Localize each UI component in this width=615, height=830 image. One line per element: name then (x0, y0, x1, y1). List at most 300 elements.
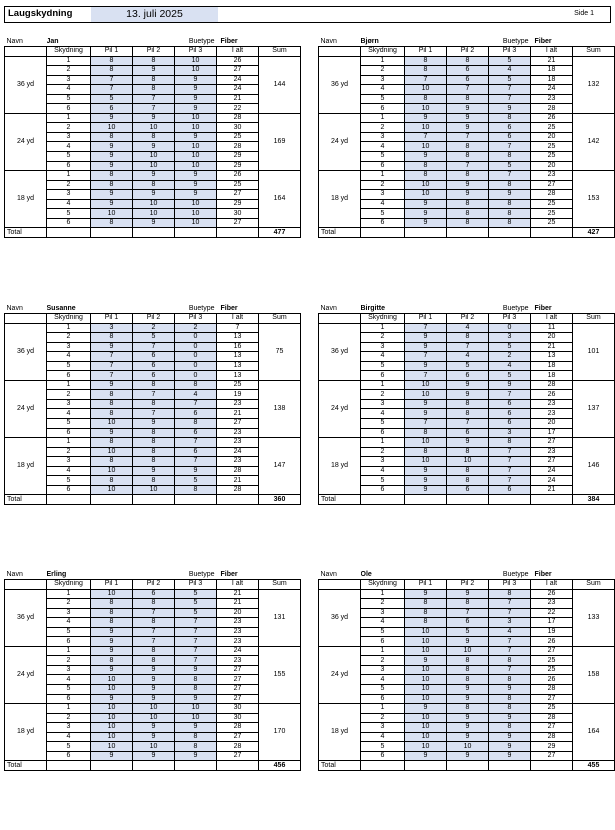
end-number: 5 (361, 476, 405, 486)
arrow-3-score: 5 (175, 476, 217, 486)
end-row (319, 209, 615, 219)
column-header-row (319, 314, 615, 324)
end-row (319, 675, 615, 685)
arrow-1-score: 9 (91, 637, 133, 647)
arrow-1-score: 8 (405, 428, 447, 438)
end-row (319, 104, 615, 114)
end-number: 3 (47, 75, 91, 85)
end-total: 27 (217, 751, 259, 761)
name-label: Navn (6, 570, 23, 578)
end-row (5, 694, 301, 704)
arrow-3-score: 10 (175, 713, 217, 723)
end-number: 6 (47, 751, 91, 761)
end-total: 18 (531, 371, 573, 381)
arrow-1-score: 10 (91, 447, 133, 457)
arrow-2-score: 8 (447, 209, 489, 219)
arrow-2-score: 10 (133, 123, 175, 133)
end-number: 2 (361, 66, 405, 76)
arrow-3-score: 7 (489, 466, 531, 476)
arrow-2-score: 8 (447, 466, 489, 476)
distance-label: 36 yd (319, 323, 361, 380)
end-number: 3 (361, 342, 405, 352)
end-total: 29 (217, 152, 259, 162)
distance-label: 36 yd (5, 56, 47, 113)
end-total: 21 (217, 476, 259, 486)
end-number: 3 (361, 190, 405, 200)
end-number: 1 (47, 704, 91, 714)
distance-sum: 131 (259, 589, 301, 646)
arrow-3-score: 0 (175, 352, 217, 362)
end-total: 26 (531, 390, 573, 400)
end-number: 6 (361, 161, 405, 171)
arrow-2-score: 8 (133, 399, 175, 409)
arrow-3-score: 9 (175, 85, 217, 95)
end-total: 23 (531, 171, 573, 181)
end-total: 23 (217, 457, 259, 467)
distance-label: 18 yd (5, 438, 47, 495)
end-total: 30 (217, 704, 259, 714)
end-row (319, 218, 615, 228)
end-row (5, 438, 301, 448)
arrow-3-score: 9 (175, 104, 217, 114)
arrow-3-score: 7 (489, 85, 531, 95)
end-number: 1 (361, 380, 405, 390)
end-row (5, 485, 301, 495)
end-row (5, 390, 301, 400)
scorecard-5 (318, 570, 615, 771)
arrow-3-score: 9 (175, 180, 217, 190)
end-row (319, 476, 615, 486)
arrow-1-score: 9 (91, 627, 133, 637)
archer-name: Jan (46, 37, 59, 45)
arrow-3-score: 9 (489, 742, 531, 752)
col-header-skydning: Skydning (361, 580, 405, 590)
bow-type-value: Fiber (534, 37, 552, 45)
end-row (319, 627, 615, 637)
col-header-skydning: Skydning (47, 314, 91, 324)
end-total: 20 (531, 161, 573, 171)
arrow-2-score: 10 (133, 704, 175, 714)
arrow-3-score: 3 (489, 618, 531, 628)
arrow-3-score: 4 (489, 361, 531, 371)
arrow-1-score: 9 (405, 409, 447, 419)
arrow-3-score: 9 (175, 171, 217, 181)
end-row (319, 399, 615, 409)
distance-label: 24 yd (319, 646, 361, 703)
end-row (319, 142, 615, 152)
arrow-2-score: 8 (447, 656, 489, 666)
end-row (5, 142, 301, 152)
end-total: 13 (217, 361, 259, 371)
end-row (319, 342, 615, 352)
end-row (5, 66, 301, 76)
end-number: 5 (47, 476, 91, 486)
end-number: 3 (47, 132, 91, 142)
end-row (5, 399, 301, 409)
end-row (319, 161, 615, 171)
arrow-3-score: 9 (175, 694, 217, 704)
end-number: 6 (361, 428, 405, 438)
grand-total: 456 (259, 761, 301, 771)
archer-name: Ole (360, 570, 372, 578)
end-total: 24 (531, 85, 573, 95)
arrow-3-score: 10 (175, 218, 217, 228)
arrow-1-score: 8 (91, 333, 133, 343)
distance-label: 24 yd (5, 380, 47, 437)
end-row (319, 132, 615, 142)
end-total: 26 (217, 171, 259, 181)
arrow-1-score: 8 (405, 599, 447, 609)
col-header-pil2: Pil 2 (447, 314, 489, 324)
end-number: 6 (361, 104, 405, 114)
arrow-1-score: 9 (405, 466, 447, 476)
total-label: Total (5, 495, 47, 505)
end-row (319, 438, 615, 448)
arrow-2-score: 7 (133, 409, 175, 419)
distance-label: 24 yd (319, 113, 361, 170)
arrow-2-score: 9 (133, 466, 175, 476)
end-number: 2 (47, 123, 91, 133)
arrow-1-score: 9 (91, 646, 133, 656)
end-total: 23 (217, 399, 259, 409)
end-total: 19 (531, 627, 573, 637)
end-total: 24 (217, 447, 259, 457)
name-label: Navn (320, 570, 337, 578)
arrow-1-score: 10 (405, 180, 447, 190)
distance-sum: 158 (573, 646, 615, 703)
arrow-1-score: 8 (91, 476, 133, 486)
end-number: 3 (47, 342, 91, 352)
arrow-1-score: 8 (405, 447, 447, 457)
arrow-2-score: 9 (447, 723, 489, 733)
arrow-3-score: 7 (489, 665, 531, 675)
end-number: 2 (361, 390, 405, 400)
arrow-1-score: 5 (91, 94, 133, 104)
arrow-3-score: 0 (175, 342, 217, 352)
arrow-2-score: 8 (447, 218, 489, 228)
end-number: 2 (47, 333, 91, 343)
archer-info-row (319, 570, 615, 580)
end-row (319, 665, 615, 675)
arrow-3-score: 9 (489, 685, 531, 695)
end-total: 27 (531, 457, 573, 467)
end-number: 4 (361, 732, 405, 742)
end-row (319, 123, 615, 133)
arrow-3-score: 7 (175, 399, 217, 409)
end-total: 28 (531, 380, 573, 390)
arrow-1-score: 8 (91, 66, 133, 76)
end-number: 5 (47, 627, 91, 637)
distance-label: 36 yd (319, 56, 361, 113)
end-row (319, 723, 615, 733)
scorecard-2 (4, 304, 301, 505)
arrow-3-score: 9 (489, 190, 531, 200)
arrow-3-score: 6 (175, 428, 217, 438)
arrow-3-score: 9 (489, 751, 531, 761)
end-number: 1 (47, 171, 91, 181)
end-total: 19 (217, 390, 259, 400)
arrow-3-score: 7 (489, 646, 531, 656)
arrow-3-score: 8 (489, 199, 531, 209)
end-row (319, 94, 615, 104)
end-number: 2 (361, 447, 405, 457)
name-label: Navn (320, 304, 337, 312)
end-total: 25 (531, 199, 573, 209)
end-row (319, 56, 615, 66)
end-total: 16 (217, 342, 259, 352)
end-row (319, 713, 615, 723)
arrow-2-score: 10 (133, 713, 175, 723)
arrow-3-score: 7 (175, 457, 217, 467)
arrow-3-score: 6 (489, 409, 531, 419)
end-total: 23 (217, 618, 259, 628)
end-row (5, 608, 301, 618)
name-label: Navn (320, 37, 337, 45)
end-number: 6 (47, 428, 91, 438)
arrow-3-score: 9 (489, 713, 531, 723)
end-total: 27 (217, 190, 259, 200)
col-header-pil2: Pil 2 (133, 580, 175, 590)
arrow-2-score: 9 (133, 675, 175, 685)
arrow-3-score: 8 (175, 380, 217, 390)
arrow-2-score: 10 (133, 742, 175, 752)
arrow-3-score: 10 (175, 161, 217, 171)
arrow-2-score: 10 (133, 161, 175, 171)
col-header-sum: Sum (259, 314, 301, 324)
arrow-1-score: 9 (91, 142, 133, 152)
grand-total: 455 (573, 761, 615, 771)
end-total: 21 (217, 409, 259, 419)
arrow-2-score: 8 (133, 438, 175, 448)
arrow-1-score: 9 (405, 751, 447, 761)
arrow-2-score: 8 (447, 675, 489, 685)
end-row (319, 371, 615, 381)
end-row (319, 466, 615, 476)
arrow-2-score: 8 (133, 457, 175, 467)
end-row (5, 171, 301, 181)
arrow-1-score: 10 (405, 380, 447, 390)
total-label: Total (319, 228, 361, 238)
end-row (5, 218, 301, 228)
arrow-2-score: 8 (133, 646, 175, 656)
arrow-2-score: 9 (133, 419, 175, 429)
bow-type-value: Fiber (220, 570, 238, 578)
arrow-1-score: 8 (91, 390, 133, 400)
arrow-2-score: 5 (447, 627, 489, 637)
distance-sum: 155 (259, 646, 301, 703)
end-row (319, 685, 615, 695)
end-total: 25 (531, 218, 573, 228)
end-number: 1 (361, 171, 405, 181)
end-number: 1 (47, 113, 91, 123)
arrow-1-score: 9 (405, 209, 447, 219)
end-number: 1 (47, 380, 91, 390)
arrow-3-score: 4 (175, 390, 217, 400)
arrow-1-score: 10 (91, 485, 133, 495)
archer-name: Susanne (46, 304, 76, 312)
end-total: 28 (217, 142, 259, 152)
arrow-3-score: 7 (489, 637, 531, 647)
arrow-3-score: 9 (489, 380, 531, 390)
col-header-pil1: Pil 1 (91, 47, 133, 57)
column-header-row (319, 47, 615, 57)
arrow-2-score: 9 (133, 218, 175, 228)
end-total: 27 (531, 438, 573, 448)
archer-name: Erling (46, 570, 67, 578)
end-total: 23 (531, 399, 573, 409)
arrow-1-score: 8 (91, 618, 133, 628)
arrow-2-score: 9 (133, 113, 175, 123)
archer-info-row (319, 37, 615, 47)
arrow-1-score: 10 (91, 209, 133, 219)
arrow-3-score: 7 (175, 637, 217, 647)
arrow-2-score: 6 (447, 66, 489, 76)
arrow-3-score: 7 (489, 457, 531, 467)
arrow-2-score: 8 (133, 428, 175, 438)
end-total: 21 (217, 589, 259, 599)
end-total: 25 (531, 704, 573, 714)
arrow-3-score: 8 (175, 742, 217, 752)
end-number: 3 (361, 75, 405, 85)
end-number: 5 (361, 627, 405, 637)
end-total: 23 (531, 447, 573, 457)
end-row (5, 180, 301, 190)
col-header-pil1: Pil 1 (91, 580, 133, 590)
col-header-pil2: Pil 2 (447, 47, 489, 57)
end-total: 28 (531, 732, 573, 742)
arrow-1-score: 10 (405, 685, 447, 695)
end-number: 6 (47, 218, 91, 228)
end-row (319, 152, 615, 162)
end-row (319, 599, 615, 609)
end-row (5, 637, 301, 647)
end-total: 17 (531, 618, 573, 628)
arrow-2-score: 2 (133, 323, 175, 333)
arrow-1-score: 10 (91, 732, 133, 742)
col-header-pil3: Pil 3 (175, 47, 217, 57)
distance-sum: 75 (259, 323, 301, 380)
end-total: 13 (217, 371, 259, 381)
arrow-1-score: 9 (91, 751, 133, 761)
end-number: 4 (361, 352, 405, 362)
end-number: 1 (47, 438, 91, 448)
bow-type-value: Fiber (534, 570, 552, 578)
end-row (5, 85, 301, 95)
end-number: 3 (47, 723, 91, 733)
end-total: 26 (531, 589, 573, 599)
end-number: 3 (47, 190, 91, 200)
end-number: 3 (361, 665, 405, 675)
arrow-2-score: 7 (133, 104, 175, 114)
end-row (319, 732, 615, 742)
end-number: 6 (47, 485, 91, 495)
arrow-1-score: 8 (405, 161, 447, 171)
arrow-1-score: 9 (405, 485, 447, 495)
end-row (319, 190, 615, 200)
end-number: 5 (361, 419, 405, 429)
arrow-2-score: 8 (133, 132, 175, 142)
arrow-1-score: 6 (91, 104, 133, 114)
bow-type-label: Buetype (188, 570, 215, 578)
arrow-1-score: 8 (91, 171, 133, 181)
end-number: 2 (361, 713, 405, 723)
distance-sum: 153 (573, 171, 615, 228)
arrow-3-score: 9 (175, 94, 217, 104)
end-row (319, 419, 615, 429)
end-total: 27 (217, 419, 259, 429)
arrow-2-score: 9 (447, 123, 489, 133)
arrow-1-score: 10 (405, 438, 447, 448)
arrow-1-score: 10 (91, 685, 133, 695)
end-number: 6 (47, 637, 91, 647)
arrow-3-score: 8 (489, 675, 531, 685)
arrow-1-score: 9 (405, 342, 447, 352)
arrow-1-score: 10 (405, 742, 447, 752)
end-row (319, 333, 615, 343)
arrow-1-score: 9 (405, 704, 447, 714)
end-number: 5 (361, 685, 405, 695)
end-total: 27 (531, 723, 573, 733)
arrow-2-score: 8 (133, 56, 175, 66)
end-number: 1 (361, 438, 405, 448)
end-number: 1 (47, 589, 91, 599)
arrow-2-score: 7 (133, 608, 175, 618)
end-row (5, 599, 301, 609)
end-number: 2 (361, 656, 405, 666)
arrow-1-score: 8 (91, 457, 133, 467)
arrow-1-score: 7 (405, 323, 447, 333)
end-total: 25 (217, 132, 259, 142)
bow-type-value: Fiber (534, 304, 552, 312)
arrow-1-score: 10 (405, 390, 447, 400)
end-number: 1 (361, 113, 405, 123)
arrow-2-score: 8 (447, 56, 489, 66)
end-number: 4 (47, 732, 91, 742)
end-row (5, 476, 301, 486)
end-total: 18 (531, 66, 573, 76)
arrow-3-score: 9 (175, 723, 217, 733)
end-row (319, 171, 615, 181)
end-number: 6 (47, 104, 91, 114)
arrow-3-score: 9 (489, 104, 531, 114)
arrow-3-score: 7 (489, 171, 531, 181)
end-row (319, 380, 615, 390)
end-total: 13 (217, 333, 259, 343)
end-total: 23 (217, 627, 259, 637)
arrow-3-score: 7 (489, 476, 531, 486)
end-total: 25 (217, 380, 259, 390)
arrow-2-score: 9 (447, 713, 489, 723)
end-number: 2 (361, 180, 405, 190)
arrow-2-score: 8 (447, 409, 489, 419)
end-number: 2 (361, 599, 405, 609)
arrow-1-score: 7 (405, 371, 447, 381)
arrow-2-score: 8 (133, 85, 175, 95)
arrow-1-score: 7 (91, 85, 133, 95)
arrow-2-score: 9 (447, 380, 489, 390)
end-row (319, 199, 615, 209)
end-number: 4 (361, 85, 405, 95)
distance-sum: 138 (259, 380, 301, 437)
end-row (319, 704, 615, 714)
scorecard-3 (318, 304, 615, 505)
end-number: 5 (361, 742, 405, 752)
end-row (5, 323, 301, 333)
end-number: 4 (361, 199, 405, 209)
end-total: 25 (531, 209, 573, 219)
end-row (5, 209, 301, 219)
arrow-2-score: 9 (447, 685, 489, 695)
